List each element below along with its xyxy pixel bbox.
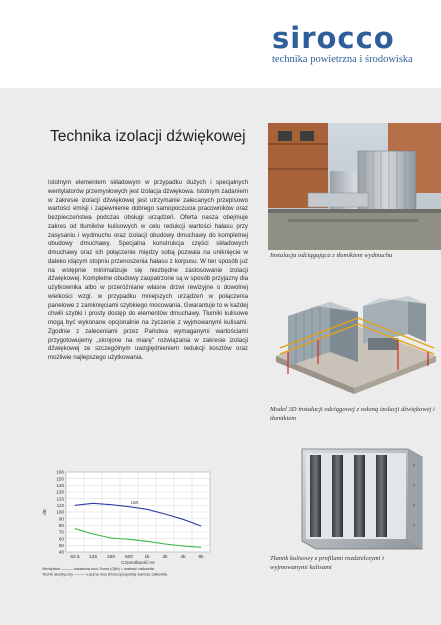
series-point-0 bbox=[201, 526, 202, 527]
series-point-0 bbox=[183, 519, 184, 520]
sirocco-logo bbox=[272, 22, 432, 70]
series-point-0 bbox=[75, 505, 76, 506]
y-tick-label: 160 bbox=[56, 469, 64, 475]
y-tick-label: 140 bbox=[56, 482, 64, 488]
baffle-silencer-image bbox=[296, 445, 426, 551]
x-tick-label: 125 bbox=[88, 555, 98, 560]
series-point-0 bbox=[93, 503, 94, 504]
y-tick-label: 110 bbox=[56, 502, 64, 508]
series-point-0 bbox=[111, 504, 112, 505]
photo1-caption: Instalacja odciągająca z tłumikiem wydmuchu bbox=[270, 252, 393, 259]
y-tick-label: 120 bbox=[56, 496, 64, 502]
legend-entry: Tłumik akustyczny ——— Łączna moc (Rzeczpospolita) wartość całkowita bbox=[42, 572, 168, 577]
x-tick-label: 250 bbox=[106, 555, 116, 560]
y-tick-label: 60 bbox=[58, 536, 64, 542]
x-tick-label: 4k bbox=[180, 555, 186, 560]
y-axis-label: dB bbox=[42, 509, 47, 515]
y-tick-label: 40 bbox=[58, 549, 64, 555]
brand-tagline: technika powietrzna i środowiska bbox=[272, 54, 413, 65]
x-tick-label: 500 bbox=[124, 555, 134, 560]
series-point-0 bbox=[147, 509, 148, 510]
3d-model-image bbox=[268, 276, 441, 402]
y-tick-label: 100 bbox=[56, 509, 64, 515]
y-tick-label: 70 bbox=[58, 529, 64, 535]
series-point-0 bbox=[165, 514, 166, 515]
series-point-1 bbox=[201, 547, 202, 548]
page-title: Technika izolacji dźwiękowej bbox=[50, 128, 246, 145]
x-tick-label: 8k bbox=[198, 555, 204, 560]
y-tick-label: 80 bbox=[58, 522, 64, 528]
sound-level-chart bbox=[38, 468, 218, 580]
body-paragraph: Istotnym elementem składowym w przypadku dużych i specjalnych wentylatorów przemysłowych jest izolacja dźwiękowa. Istotnym zadaniem w zakresie izolacji dźwiękowej jest utrzymanie zalecanych przepisowo wartości emisji i zapewnienie dobrego samopoczucia pracowników oraz bezpieczeństwa podczas obsługi urządzeń. Oferta nasza obejmuje zakres od tłumików kulisowych w celu redukcji wartości hałasu przy zasysaniu i wydmuchu oraz izolacji obudowy dmuchawy do kompletnej obudowy dmuchawy. Specjalna konstrukcja części składowych dmuchawy oraz ich połączenie między sobą pozwala na uniknięcie w daleko idącym stopniu przenoszenia hałasu z korpusu. W ten sposób już na wstępnie minimalizuje się niezbędne zastosowanie izolacji dźwiękowej. Kompletne obudowy zaopatrzone są w sposób przyjazny dla użytkownika albo w przeróżniane własne drzwi rewizyjne o dowolnej wielkości wzgl. w przypadku mniejszych urządzeń w połączenia panelowe z zamknięciami szybkiego mocowania. Gwarantuje to w każdej chwili szybki i prosty dostęp do elementów dmuchawy. Tłumiki kulisowe mogą być wykonane opcjonalnie na życzenie z wyjmowanymi kulisami. Zgodnie z zaleceniami przez Państwa wymaganymi wartościami przygotowujemy „skrojone na miarę" rozwiązania w zakresie izolacji dźwiękowej ze szczególnym uwzględnieniem redukcji kosztów oraz możliwie najlepszego użytkowania. bbox=[48, 179, 248, 361]
y-tick-label: 150 bbox=[56, 476, 64, 482]
photo3-caption: Tłumik kulisowy z profilami rozdzielczymi i wyjmowanymi kulisami bbox=[270, 555, 384, 571]
x-tick-label: 1k bbox=[144, 555, 150, 560]
x-tick-label: 2k bbox=[162, 555, 168, 560]
series-label-0: LWt bbox=[131, 500, 139, 506]
x-tick-label: 62.5 bbox=[70, 555, 80, 560]
y-tick-label: 50 bbox=[58, 542, 64, 548]
series-point-1 bbox=[129, 539, 130, 540]
exhaust-installation-photo bbox=[268, 123, 441, 250]
brand-name: sirocco bbox=[272, 21, 395, 55]
series-point-1 bbox=[93, 534, 94, 535]
x-axis-label: Częstotliwość Hz bbox=[121, 560, 155, 565]
series-point-1 bbox=[75, 528, 76, 529]
chart-svg bbox=[38, 468, 218, 580]
series-point-1 bbox=[183, 546, 184, 547]
series-point-1 bbox=[165, 544, 166, 545]
y-tick-label: 130 bbox=[56, 489, 64, 495]
series-point-0 bbox=[129, 506, 130, 507]
y-tick-label: 90 bbox=[58, 516, 64, 522]
page-header bbox=[0, 0, 441, 88]
series-point-1 bbox=[111, 538, 112, 539]
photo2-caption: Model 3D instalacji odciągowej z osłoną izolacji dźwiękowej i tłumikiem bbox=[270, 406, 435, 422]
legend-entry: Wentylator ——— dostarcza moc Suma (Ojth) = wartość całkowita bbox=[42, 567, 154, 571]
series-point-1 bbox=[147, 541, 148, 542]
